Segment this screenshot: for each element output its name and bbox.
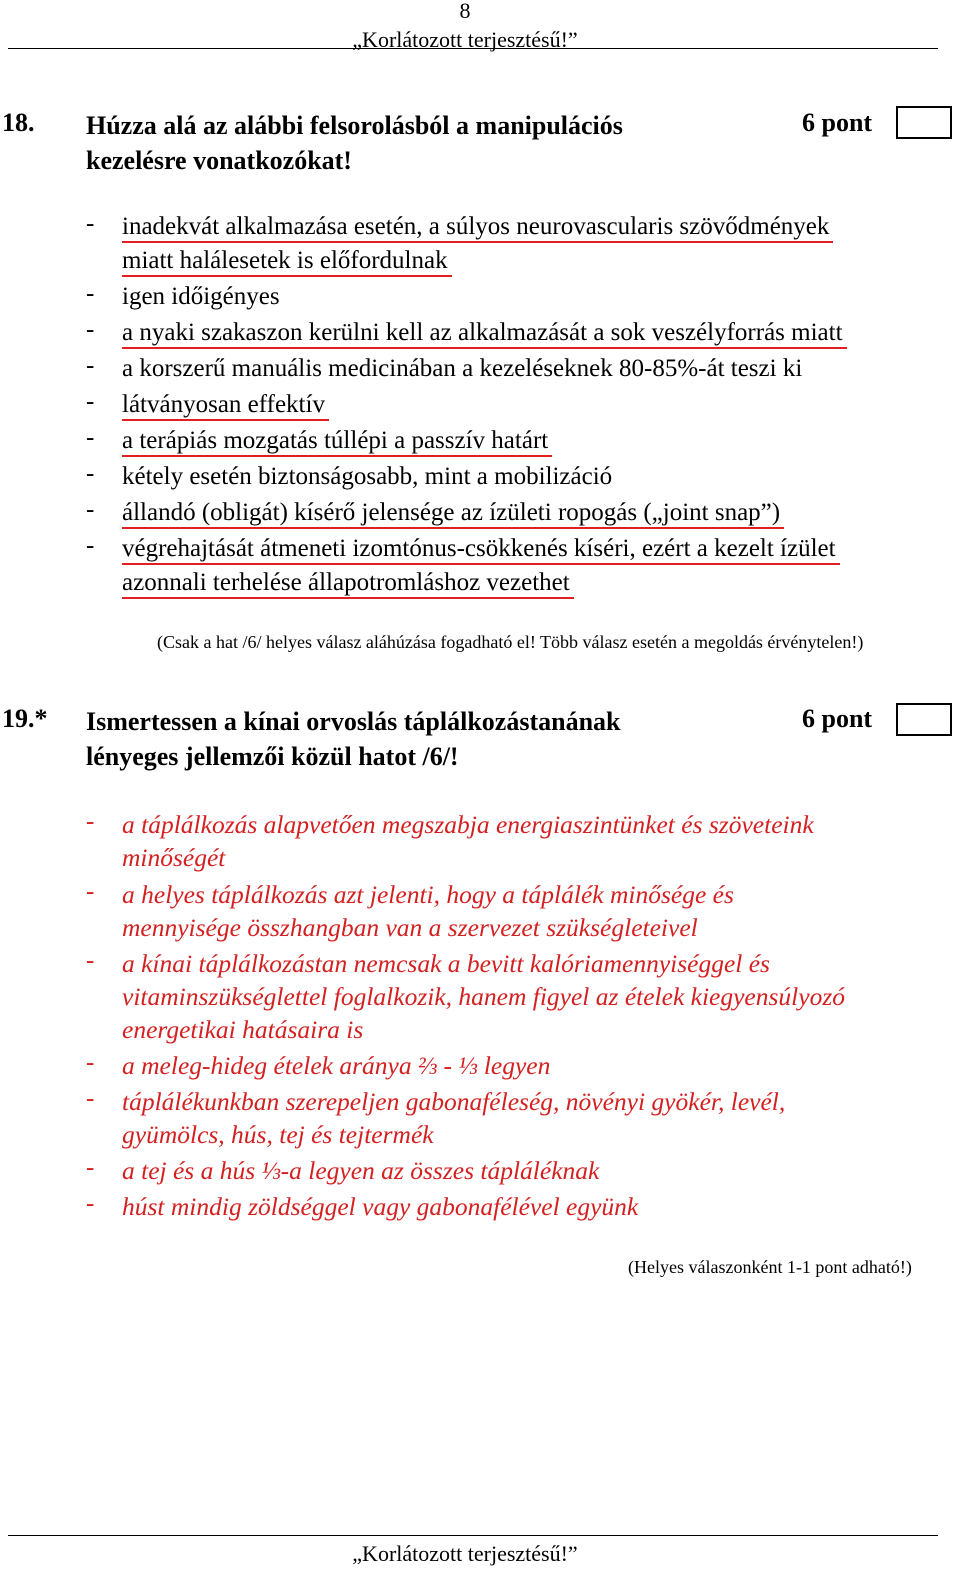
option-item-line[interactable] bbox=[122, 496, 780, 530]
answer-line: gyümölcs, hús, tej és tejtermék bbox=[122, 1120, 434, 1149]
list-bullet: - bbox=[86, 878, 95, 905]
list-bullet: - bbox=[86, 1190, 95, 1217]
grading-note: (Helyes válaszonként 1-1 pont adható!) bbox=[628, 1257, 912, 1277]
option-text: állandó (obligát) kísérő jelensége az ízületi ropogás („joint snap”) bbox=[122, 496, 780, 530]
option-item-line[interactable] bbox=[122, 566, 570, 600]
answer-line: a kínai táplálkozástan nemcsak a bevitt kalóriamennyiséggel és bbox=[122, 949, 770, 978]
list-bullet: - bbox=[86, 1085, 95, 1112]
answer-underline bbox=[122, 347, 847, 349]
question-number: 18. bbox=[2, 108, 35, 137]
answer-line: a tej és a hús ⅓-a legyen az összes tápláléknak bbox=[122, 1156, 600, 1185]
option-text: azonnali terhelése állapotromláshoz vezethet bbox=[122, 566, 570, 600]
answer-line: húst mindig zöldséggel vagy gabonafélével együnk bbox=[122, 1192, 639, 1221]
list-bullet: - bbox=[86, 388, 95, 415]
question-title bbox=[86, 704, 726, 774]
answer-line: a helyes táplálkozás azt jelenti, hogy a táplálék minősége és bbox=[122, 880, 734, 909]
question-title-line: Húzza alá az alábbi felsorolásból a manipulációs bbox=[86, 111, 623, 140]
answer-line: mennyisége összhangban van a szervezet szükségleteivel bbox=[122, 913, 698, 942]
answer-underline bbox=[122, 563, 840, 565]
option-text: a nyaki szakaszon kerülni kell az alkalmazását a sok veszélyforrás miatt bbox=[122, 316, 843, 350]
points-label: 6 pont bbox=[802, 704, 873, 733]
answer-line: táplálékunkban szerepeljen gabonaféleség, növényi gyökér, levél, bbox=[122, 1087, 786, 1116]
question-title-line: kezelésre vonatkozókat! bbox=[86, 146, 352, 175]
page-number: 8 bbox=[459, 0, 471, 23]
option-text: végrehajtását átmeneti izomtónus-csökkenés kíséri, ezért a kezelt ízület bbox=[122, 532, 836, 566]
answer-line: vitaminszükséglettel foglalkozik, hanem figyel az ételek kiegyensúlyozó bbox=[122, 982, 845, 1011]
option-text: a korszerű manuális medicinában a kezeléseknek 80-85%-át teszi ki bbox=[122, 355, 803, 382]
list-bullet: - bbox=[86, 316, 95, 343]
list-bullet: - bbox=[86, 280, 95, 307]
header-rule bbox=[8, 48, 938, 49]
question-title-line: lényeges jellemzői közül hatot /6/! bbox=[86, 742, 459, 771]
list-bullet: - bbox=[86, 1049, 95, 1076]
header-distribution-notice: „Korlátozott terjesztésű!” bbox=[352, 27, 578, 52]
option-item-line[interactable] bbox=[122, 388, 325, 422]
option-item-line[interactable] bbox=[122, 280, 280, 314]
option-text: igen időigényes bbox=[122, 283, 280, 310]
option-item-line[interactable] bbox=[122, 352, 802, 386]
list-bullet: - bbox=[86, 947, 95, 974]
answer-line: minőségét bbox=[122, 843, 226, 872]
answer-underline bbox=[122, 527, 784, 529]
option-item-line[interactable] bbox=[122, 210, 829, 244]
option-item-line[interactable] bbox=[122, 316, 843, 350]
list-bullet: - bbox=[86, 210, 95, 237]
list-bullet: - bbox=[86, 496, 95, 523]
answer-line: a meleg-hideg ételek aránya ⅔ - ⅓ legyen bbox=[122, 1051, 551, 1080]
list-bullet: - bbox=[86, 424, 95, 451]
answer-underline bbox=[122, 597, 574, 599]
question-number: 19.* bbox=[2, 704, 48, 733]
option-text: látványosan effektív bbox=[122, 388, 325, 422]
list-bullet: - bbox=[86, 352, 95, 379]
answer-underline bbox=[122, 241, 833, 243]
grading-note: (Csak a hat /6/ helyes válasz aláhúzása fogadható el! Több válasz esetén a megoldás érvénytelen!) bbox=[157, 632, 864, 652]
option-item-line[interactable] bbox=[122, 460, 612, 494]
answer-underline bbox=[122, 275, 452, 277]
question-title-line: Ismertessen a kínai orvoslás táplálkozástanának bbox=[86, 707, 621, 736]
option-item-line[interactable] bbox=[122, 244, 448, 278]
answer-line: energetikai hatásaira is bbox=[122, 1015, 364, 1044]
list-bullet: - bbox=[86, 808, 95, 835]
score-box[interactable] bbox=[896, 703, 952, 736]
footer-rule bbox=[8, 1535, 938, 1536]
list-bullet: - bbox=[86, 1154, 95, 1181]
points-label: 6 pont bbox=[802, 108, 873, 137]
option-text: a terápiás mozgatás túllépi a passzív határt bbox=[122, 424, 548, 458]
option-item-line[interactable] bbox=[122, 424, 548, 458]
option-text: miatt halálesetek is előfordulnak bbox=[122, 244, 448, 278]
option-item-line[interactable] bbox=[122, 532, 836, 566]
list-bullet: - bbox=[86, 460, 95, 487]
question-title bbox=[86, 108, 726, 178]
footer-distribution-notice: „Korlátozott terjesztésű!” bbox=[352, 1541, 578, 1566]
option-text: inadekvát alkalmazása esetén, a súlyos neurovascularis szövődmények bbox=[122, 210, 829, 244]
answer-underline bbox=[122, 419, 329, 421]
answer-line: a táplálkozás alapvetően megszabja energiaszintünket és szöveteink bbox=[122, 810, 814, 839]
option-text: kétely esetén biztonságosabb, mint a mobilizáció bbox=[122, 463, 613, 490]
list-bullet: - bbox=[86, 532, 95, 559]
answer-underline bbox=[122, 455, 552, 457]
score-box[interactable] bbox=[896, 106, 952, 139]
